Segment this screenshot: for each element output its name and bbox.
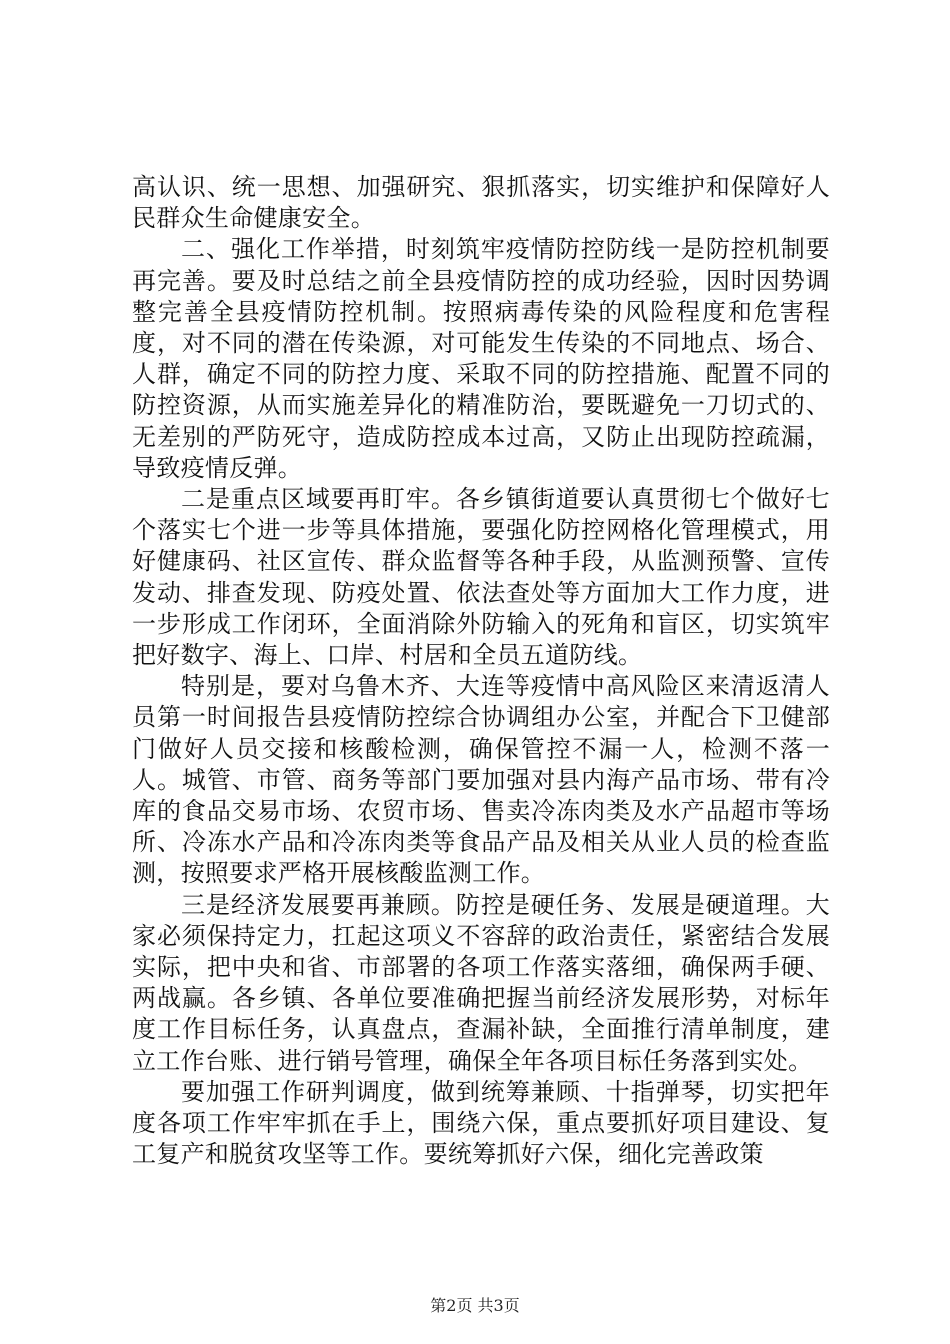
paragraph-1: 高认识、统一思想、加强研究、狠抓落实，切实维护和保障好人民群众生命健康安全。 [132, 173, 830, 233]
body-text [132, 172, 830, 1171]
page-footer: 第2页 共3页 [430, 1296, 520, 1315]
paragraph-3: 二是重点区域要再盯牢。各乡镇街道要认真贯彻七个做好七个落实七个进一步等具体措施，要强化防控网格化管理模式，用好健康码、社区宣传、群众监督等各种手段，从监测预警、宣传发动、排查发现、防疫处置、依法查处等方面加大工作力度，进一步形成工作闭环，全面消除外防输入的死角和盲区，切实筑牢把好数字、海上、口岸、村居和全员五道防线。 [132, 485, 830, 670]
paragraph-6: 要加强工作研判调度，做到统筹兼顾、十指弹琴，切实把年度各项工作牢牢抓在手上，围绕六保，重点要抓好项目建设、复工复产和脱贫攻坚等工作。要统筹抓好六保，细化完善政策 [132, 1077, 830, 1169]
paragraph-2: 二、强化工作举措，时刻筑牢疫情防控防线一是防控机制要再完善。要及时总结之前全县疫情防控的成功经验，因时因势调整完善全县疫情防控机制。按照病毒传染的风险程度和危害程度，对不同的潜在传染源，对可能发生传染的不同地点、场合、人群，确定不同的防控力度、采取不同的防控措施、配置不同的防控资源，从而实施差异化的精准防治，要既避免一刀切式的、无差别的严防死守，造成防控成本过高，又防止出现防控疏漏，导致疫情反弹。 [132, 235, 830, 482]
paragraph-4: 特别是，要对乌鲁木齐、大连等疫情中高风险区来清返清人员第一时间报告县疫情防控综合协调组办公室，并配合下卫健部门做好人员交接和核酸检测，确保管控不漏一人，检测不落一人。城管、市管、商务等部门要加强对县内海产品市场、带有冷库的食品交易市场、农贸市场、售卖冷冻肉类及水产品超市等场所、冷冻水产品和冷冻肉类等食品产品及相关从业人员的检查监测，按照要求严格开展核酸监测工作。 [132, 672, 830, 888]
paragraph-5: 三是经济发展要再兼顾。防控是硬任务、发展是硬道理。大家必须保持定力，扛起这项义不容辞的政治责任，紧密结合发展实际，把中央和省、市部署的各项工作落实落细，确保两手硬、两战赢。各乡镇、各单位要准确把握当前经济发展形势，对标年度工作目标任务，认真盘点，查漏补缺，全面推行清单制度，建立工作台账、进行销号管理，确保全年各项目标任务落到实处。 [132, 890, 830, 1075]
